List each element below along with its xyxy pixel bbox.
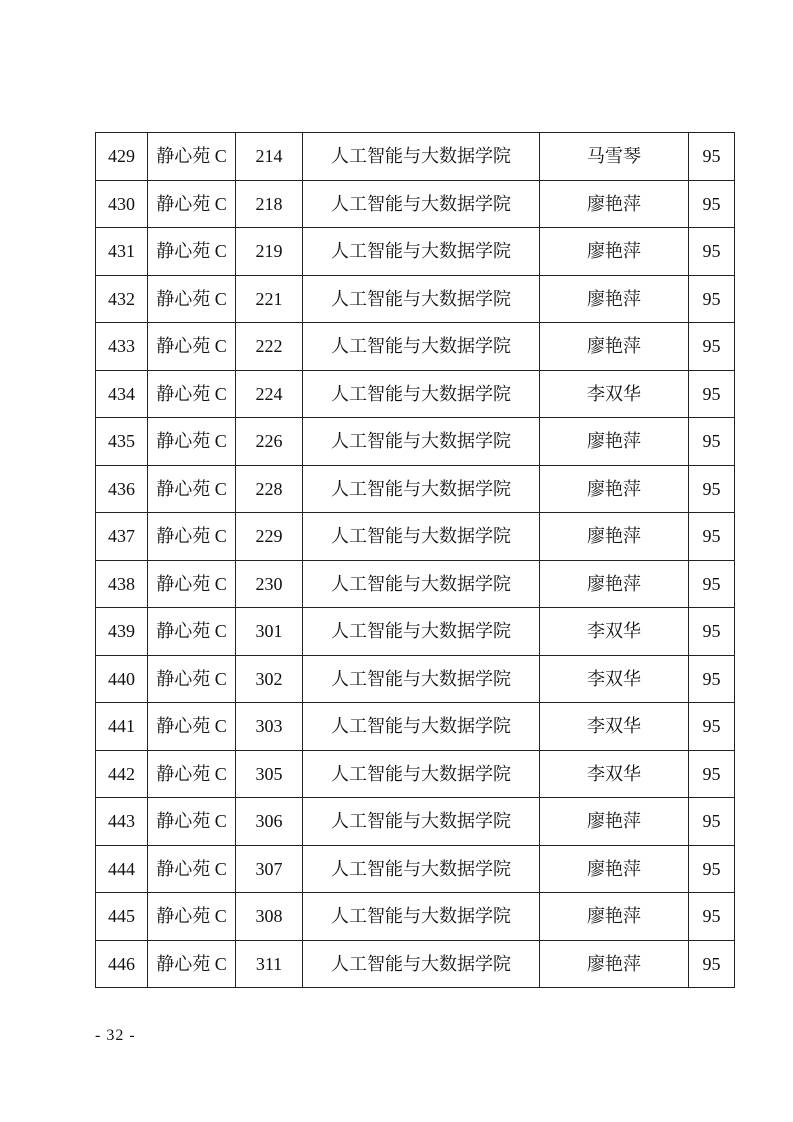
person-cell: 廖艳萍 <box>540 418 689 466</box>
building-cell: 静心苑 C <box>148 323 236 371</box>
page-number: - 32 - <box>95 1027 136 1044</box>
score-cell: 95 <box>689 655 735 703</box>
college-cell: 人工智能与大数据学院 <box>303 465 540 513</box>
room-cell: 302 <box>236 655 303 703</box>
score-cell: 95 <box>689 275 735 323</box>
score-cell: 95 <box>689 180 735 228</box>
building-cell: 静心苑 C <box>148 750 236 798</box>
building-cell: 静心苑 C <box>148 560 236 608</box>
table-row <box>96 893 735 941</box>
score-cell: 95 <box>689 513 735 561</box>
college-cell: 人工智能与大数据学院 <box>303 133 540 181</box>
college-cell: 人工智能与大数据学院 <box>303 228 540 276</box>
college-cell: 人工智能与大数据学院 <box>303 180 540 228</box>
room-cell: 230 <box>236 560 303 608</box>
person-cell: 李双华 <box>540 655 689 703</box>
room-cell: 303 <box>236 703 303 751</box>
row-number-cell: 429 <box>96 133 148 181</box>
table-row <box>96 608 735 656</box>
table-row <box>96 465 735 513</box>
building-cell: 静心苑 C <box>148 228 236 276</box>
college-cell: 人工智能与大数据学院 <box>303 798 540 846</box>
room-cell: 306 <box>236 798 303 846</box>
score-cell: 95 <box>689 703 735 751</box>
person-cell: 廖艳萍 <box>540 940 689 988</box>
row-number-cell: 441 <box>96 703 148 751</box>
room-cell: 219 <box>236 228 303 276</box>
room-cell: 229 <box>236 513 303 561</box>
row-number-cell: 436 <box>96 465 148 513</box>
row-number-cell: 431 <box>96 228 148 276</box>
person-cell: 李双华 <box>540 703 689 751</box>
room-cell: 305 <box>236 750 303 798</box>
row-number-cell: 445 <box>96 893 148 941</box>
table-row <box>96 513 735 561</box>
score-cell: 95 <box>689 228 735 276</box>
row-number-cell: 435 <box>96 418 148 466</box>
table-row <box>96 323 735 371</box>
score-cell: 95 <box>689 560 735 608</box>
room-cell: 307 <box>236 845 303 893</box>
dormitory-score-table <box>95 132 735 988</box>
row-number-cell: 438 <box>96 560 148 608</box>
college-cell: 人工智能与大数据学院 <box>303 275 540 323</box>
score-cell: 95 <box>689 750 735 798</box>
row-number-cell: 439 <box>96 608 148 656</box>
person-cell: 廖艳萍 <box>540 798 689 846</box>
person-cell: 廖艳萍 <box>540 893 689 941</box>
building-cell: 静心苑 C <box>148 703 236 751</box>
table-row <box>96 940 735 988</box>
person-cell: 李双华 <box>540 370 689 418</box>
building-cell: 静心苑 C <box>148 133 236 181</box>
person-cell: 廖艳萍 <box>540 275 689 323</box>
person-cell: 廖艳萍 <box>540 560 689 608</box>
college-cell: 人工智能与大数据学院 <box>303 845 540 893</box>
table-row <box>96 560 735 608</box>
room-cell: 311 <box>236 940 303 988</box>
person-cell: 廖艳萍 <box>540 323 689 371</box>
score-cell: 95 <box>689 893 735 941</box>
table-row <box>96 750 735 798</box>
college-cell: 人工智能与大数据学院 <box>303 608 540 656</box>
table-row <box>96 370 735 418</box>
building-cell: 静心苑 C <box>148 370 236 418</box>
score-cell: 95 <box>689 845 735 893</box>
room-cell: 308 <box>236 893 303 941</box>
building-cell: 静心苑 C <box>148 845 236 893</box>
person-cell: 李双华 <box>540 750 689 798</box>
building-cell: 静心苑 C <box>148 798 236 846</box>
building-cell: 静心苑 C <box>148 608 236 656</box>
college-cell: 人工智能与大数据学院 <box>303 513 540 561</box>
score-cell: 95 <box>689 370 735 418</box>
room-cell: 226 <box>236 418 303 466</box>
building-cell: 静心苑 C <box>148 893 236 941</box>
score-cell: 95 <box>689 323 735 371</box>
person-cell: 廖艳萍 <box>540 845 689 893</box>
table-row <box>96 655 735 703</box>
room-cell: 301 <box>236 608 303 656</box>
row-number-cell: 430 <box>96 180 148 228</box>
person-cell: 李双华 <box>540 608 689 656</box>
score-cell: 95 <box>689 133 735 181</box>
college-cell: 人工智能与大数据学院 <box>303 940 540 988</box>
building-cell: 静心苑 C <box>148 465 236 513</box>
table-row <box>96 418 735 466</box>
building-cell: 静心苑 C <box>148 180 236 228</box>
college-cell: 人工智能与大数据学院 <box>303 418 540 466</box>
score-cell: 95 <box>689 418 735 466</box>
room-cell: 224 <box>236 370 303 418</box>
person-cell: 廖艳萍 <box>540 180 689 228</box>
college-cell: 人工智能与大数据学院 <box>303 703 540 751</box>
row-number-cell: 434 <box>96 370 148 418</box>
building-cell: 静心苑 C <box>148 418 236 466</box>
table-row <box>96 133 735 181</box>
building-cell: 静心苑 C <box>148 275 236 323</box>
building-cell: 静心苑 C <box>148 940 236 988</box>
person-cell: 廖艳萍 <box>540 228 689 276</box>
college-cell: 人工智能与大数据学院 <box>303 893 540 941</box>
row-number-cell: 444 <box>96 845 148 893</box>
row-number-cell: 446 <box>96 940 148 988</box>
row-number-cell: 440 <box>96 655 148 703</box>
person-cell: 马雪琴 <box>540 133 689 181</box>
table-row <box>96 798 735 846</box>
table-body <box>96 133 735 988</box>
college-cell: 人工智能与大数据学院 <box>303 370 540 418</box>
score-cell: 95 <box>689 608 735 656</box>
college-cell: 人工智能与大数据学院 <box>303 323 540 371</box>
row-number-cell: 437 <box>96 513 148 561</box>
person-cell: 廖艳萍 <box>540 465 689 513</box>
table-row <box>96 275 735 323</box>
building-cell: 静心苑 C <box>148 513 236 561</box>
table-row <box>96 180 735 228</box>
college-cell: 人工智能与大数据学院 <box>303 655 540 703</box>
room-cell: 228 <box>236 465 303 513</box>
score-cell: 95 <box>689 798 735 846</box>
room-cell: 218 <box>236 180 303 228</box>
person-cell: 廖艳萍 <box>540 513 689 561</box>
row-number-cell: 432 <box>96 275 148 323</box>
table-row <box>96 228 735 276</box>
room-cell: 222 <box>236 323 303 371</box>
score-cell: 95 <box>689 940 735 988</box>
row-number-cell: 442 <box>96 750 148 798</box>
table-row <box>96 845 735 893</box>
college-cell: 人工智能与大数据学院 <box>303 750 540 798</box>
row-number-cell: 433 <box>96 323 148 371</box>
building-cell: 静心苑 C <box>148 655 236 703</box>
row-number-cell: 443 <box>96 798 148 846</box>
college-cell: 人工智能与大数据学院 <box>303 560 540 608</box>
room-cell: 221 <box>236 275 303 323</box>
room-cell: 214 <box>236 133 303 181</box>
score-cell: 95 <box>689 465 735 513</box>
table-row <box>96 703 735 751</box>
